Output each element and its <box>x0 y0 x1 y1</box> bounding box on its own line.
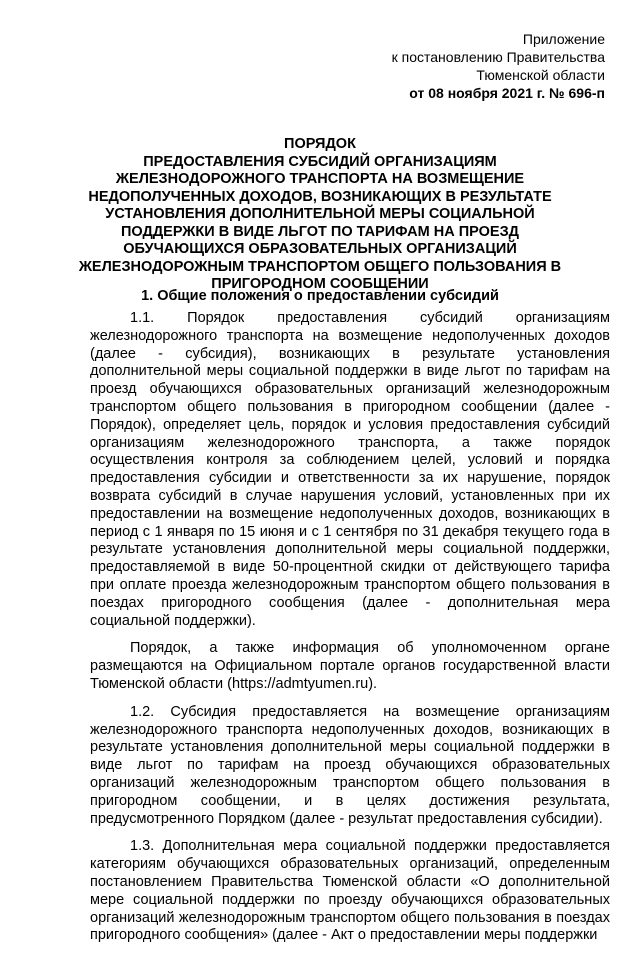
section-heading: 1. Общие положения о предоставлении субсидий <box>141 288 499 304</box>
document-body <box>90 310 610 955</box>
annex-block <box>365 30 605 102</box>
title-line-1: ПОРЯДОК <box>284 136 356 152</box>
annex-line-2: к постановлению Правительства <box>391 49 605 65</box>
annex-line-3: Тюменской области <box>476 67 605 83</box>
paragraph-1-1: 1.1. Порядок предоставления субсидий организациям железнодорожного транспорта на возмещение недополученных доходов (далее - субсидия), возникающих в результате установления дополнительной меры социальной поддержки в виде льгот по тарифам на проезд обучающихся образовательных организаций железнодорожным транспортом общего пользования в пригородном сообщении (далее - Порядок), определяет цель, порядок и условия предоставления субсидий организациям железнодорожного транспорта, а также порядок осуществления контроля за соблюдением целей, условий и порядка предоставления субсидии и ответственности за их нарушение, порядок возврата субсидий в случае нарушения условий, установленных при их предоставлении на возмещение недополученных доходов, возникающих в период с 1 января по 15 июня и с 1 сентября по 31 декабря текущего года в результате установления дополнительной меры социальной поддержки, предоставляемой в виде 50-процентной скидки от действующего тарифа при оплате проезда железнодорожным транспортом общего пользования в поездах пригородного сообщения (далее - дополнительная мера социальной поддержки). <box>90 310 610 629</box>
paragraph-1-2: 1.2. Субсидия предоставляется на возмещение организациям железнодорожного транспорта недополученных доходов, возникающих в результате установления дополнительной меры социальной поддержки в виде льгот по тарифам на проезд обучающихся образовательных организаций железнодорожным транспортом общего пользования в пригородном сообщении, и в целях достижения результата, предусмотренного Порядком (далее - результат предоставления субсидии). <box>90 703 610 827</box>
paragraph-1-3: 1.3. Дополнительная мера социальной поддержки предоставляется категориям обучающихся образовательных организаций, определенным постановлением Правительства Тюменской области «О дополнительной мере социальной поддержки по проезду обучающихся образовательных организаций железнодорожным транспортом общего пользования в поездах пригородного сообщения» (далее - Акт о предоставлении меры поддержки <box>90 838 610 944</box>
annex-line-1: Приложение <box>522 31 605 47</box>
document-title <box>70 136 570 294</box>
paragraph-portal: Порядок, а также информация об уполномоченном органе размещаются на Официальном портале органов государственной власти Тюменской области (https://admtyumen.ru). <box>90 640 610 692</box>
title-line-2: ПРЕДОСТАВЛЕНИЯ СУБСИДИЙ ОРГАНИЗАЦИЯМ ЖЕЛЕЗНОДОРОЖНОГО ТРАНСПОРТА НА ВОЗМЕЩЕНИЕ НЕДОПОЛУЧЕННЫХ ДОХОДОВ, ВОЗНИКАЮЩИХ В РЕЗУЛЬТАТЕ УСТАНОВЛЕНИЯ ДОПОЛНИТЕЛЬНОЙ МЕРЫ СОЦИАЛЬНОЙ ПОДДЕРЖКИ В ВИДЕ ЛЬГОТ ПО ТАРИФАМ НА ПРОЕЗД ОБУЧАЮЩИХСЯ ОБРАЗОВАТЕЛЬНЫХ ОРГАНИЗАЦИЙ ЖЕЛЕЗНОДОРОЖНЫМ ТРАНСПОРТОМ ОБЩЕГО ПОЛЬЗОВАНИЯ В ПРИГОРОДНОМ СООБЩЕНИИ <box>78 153 562 292</box>
annex-date-number: от 08 ноября 2021 г. № 696-п <box>409 85 605 101</box>
